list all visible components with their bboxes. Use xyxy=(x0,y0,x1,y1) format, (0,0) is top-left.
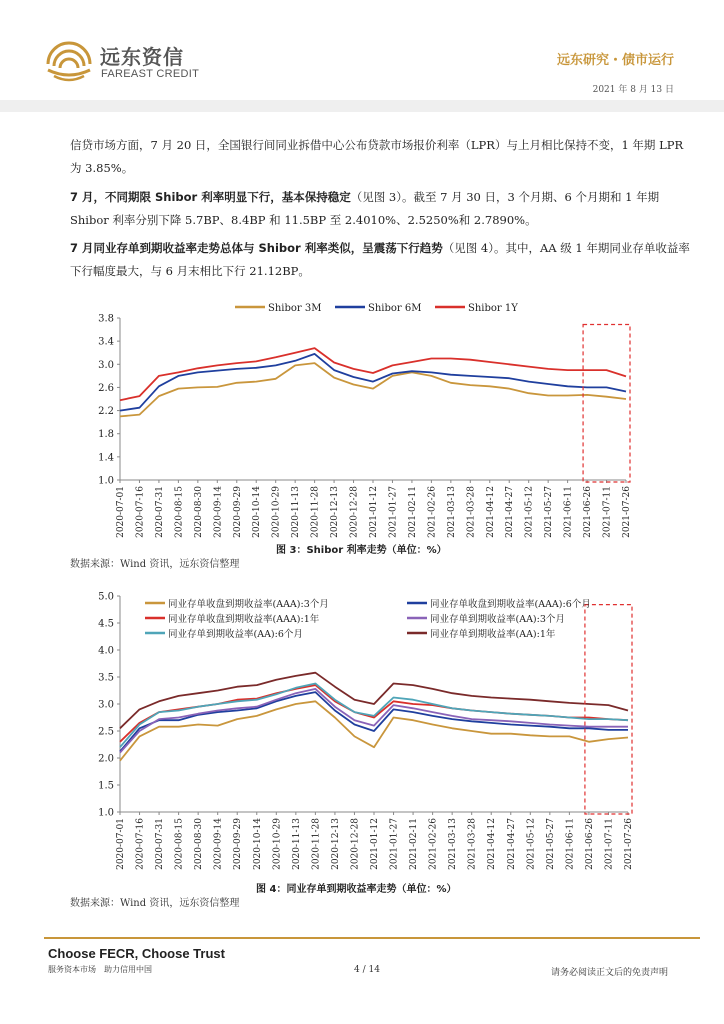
legend-label: 同业存单收盘到期收益率(AAA):1年 xyxy=(168,614,320,625)
x-tick-label: 2020-08-15 xyxy=(174,486,185,538)
x-tick-label: 2021-01-27 xyxy=(389,818,400,870)
y-tick-label: 2.5 xyxy=(98,726,114,738)
x-tick-label: 2021-07-26 xyxy=(622,486,632,538)
x-tick-label: 2021-05-27 xyxy=(545,818,556,870)
y-tick-label: 3.8 xyxy=(98,313,114,325)
report-date: 2021 年 8 月 13 日 xyxy=(592,85,674,95)
x-tick-label: 2020-07-31 xyxy=(154,486,165,538)
report-section-tag: 远东研究・债市运行 xyxy=(556,53,674,68)
paragraph-ncd-lead: 7 月同业存单到期收益率走势总体与 Shibor 利率类似，呈震荡下行趋势 xyxy=(70,241,443,255)
figure4-caption: 图 4：同业存单到期收益率走势（单位：%） xyxy=(256,884,457,895)
x-tick-label: 2021-03-28 xyxy=(466,486,477,538)
x-tick-label: 2020-07-31 xyxy=(155,818,166,870)
x-tick-label: 2020-11-13 xyxy=(291,818,302,870)
header-divider xyxy=(0,100,724,112)
x-tick-label: 2020-09-14 xyxy=(213,486,224,538)
x-tick-label: 2020-12-28 xyxy=(349,486,360,538)
legend-label: Shibor 1Y xyxy=(468,303,518,314)
footer-subslogan: 服务资本市场 助力信用中国 xyxy=(48,965,152,974)
x-tick-label: 2021-02-11 xyxy=(409,818,420,870)
x-tick-label: 2020-10-29 xyxy=(271,486,282,538)
x-tick-label: 2021-07-26 xyxy=(624,818,634,870)
ncd-yield-chart xyxy=(70,588,650,872)
legend-label: 同业存单收盘到期收益率(AAA):6个月 xyxy=(430,599,591,610)
y-tick-label: 2.0 xyxy=(98,753,114,765)
y-tick-label: 5.0 xyxy=(98,591,114,603)
y-tick-label: 1.5 xyxy=(98,780,114,792)
x-tick-label: 2021-01-27 xyxy=(388,486,399,538)
x-tick-label: 2020-07-16 xyxy=(135,818,146,870)
x-tick-label: 2020-11-28 xyxy=(310,486,321,538)
legend-label: 同业存单收盘到期收益率(AAA):3个月 xyxy=(168,599,329,610)
y-tick-label: 4.5 xyxy=(98,618,114,630)
logo-icon xyxy=(44,38,94,84)
x-tick-label: 2021-06-26 xyxy=(583,486,594,538)
figure3-caption: 图 3：Shibor 利率走势（单位：%） xyxy=(276,545,447,556)
x-tick-label: 2021-05-27 xyxy=(544,485,555,538)
x-tick-label: 2021-06-11 xyxy=(563,485,574,538)
legend-label: Shibor 6M xyxy=(368,303,422,314)
x-tick-label: 2021-02-26 xyxy=(427,486,438,538)
x-tick-label: 2020-11-28 xyxy=(311,818,322,870)
x-tick-label: 2021-05-12 xyxy=(526,818,537,870)
series-line-2 xyxy=(120,354,626,411)
series-line-1 xyxy=(120,363,626,416)
x-tick-label: 2020-07-16 xyxy=(135,486,146,538)
y-tick-label: 3.4 xyxy=(98,336,114,348)
x-tick-label: 2020-11-13 xyxy=(291,486,302,538)
x-tick-label: 2020-07-01 xyxy=(116,818,126,870)
y-tick-label: 3.0 xyxy=(98,699,114,711)
x-tick-label: 2020-08-30 xyxy=(193,486,204,538)
legend-label: 同业存单到期收益率(AA):3个月 xyxy=(430,614,565,625)
y-tick-label: 2.6 xyxy=(98,382,114,394)
series-line-6 xyxy=(120,673,628,729)
x-tick-label: 2020-12-13 xyxy=(330,486,341,538)
x-tick-label: 2021-07-11 xyxy=(602,486,613,538)
x-tick-label: 2021-02-26 xyxy=(428,818,439,870)
y-tick-label: 1.0 xyxy=(98,475,114,487)
x-tick-label: 2020-12-28 xyxy=(350,818,361,870)
series-line-4 xyxy=(120,689,628,753)
x-tick-label: 2021-01-12 xyxy=(369,486,379,538)
highlight-box xyxy=(583,324,630,482)
x-tick-label: 2020-09-29 xyxy=(233,818,244,870)
paragraph-ncd-body: （见图 4）。其中，AA 级 1 年期同业存单收益率下行幅度最大，与 6 月末相比下行 21.12BP。 xyxy=(70,241,690,278)
x-tick-label: 2020-10-14 xyxy=(252,818,263,870)
paragraph-lpr: 信贷市场方面，7 月 20 日，全国银行间同业拆借中心公布贷款市场报价利率（LPR）与上月相比保持不变，1 年期 LPR 为 3.85%。 xyxy=(70,138,684,175)
y-tick-label: 1.8 xyxy=(98,429,114,441)
x-tick-label: 2021-02-11 xyxy=(407,486,418,538)
figure3-source: 数据来源：Wind 资讯，远东资信整理 xyxy=(70,559,240,570)
x-tick-label: 2021-03-13 xyxy=(448,818,459,870)
page-number: 4 / 14 xyxy=(354,965,380,975)
x-tick-label: 2021-04-12 xyxy=(487,818,498,870)
x-tick-label: 2021-01-12 xyxy=(370,818,380,870)
x-tick-label: 2021-06-11 xyxy=(565,818,576,870)
paragraph-shibor-body: （见图 3）。截至 7 月 30 日，3 个月期、6 个月期和 1 年期 Shibor 利率分别下降 5.7BP、8.4BP 和 11.5BP 至 2.4010%、2.5250%和 2.7890%。 xyxy=(70,190,660,227)
legend-label: Shibor 3M xyxy=(268,303,322,314)
y-tick-label: 4.0 xyxy=(98,645,114,657)
x-tick-label: 2020-07-01 xyxy=(116,486,126,538)
x-tick-label: 2020-08-30 xyxy=(194,818,205,870)
x-tick-label: 2021-03-28 xyxy=(467,818,478,870)
x-tick-label: 2021-03-13 xyxy=(446,486,457,538)
x-tick-label: 2020-12-13 xyxy=(330,818,341,870)
paragraph-shibor xyxy=(70,186,690,232)
y-tick-label: 1.4 xyxy=(98,452,114,464)
shibor-chart xyxy=(70,292,650,542)
x-tick-label: 2021-07-11 xyxy=(604,818,615,870)
x-tick-label: 2020-08-15 xyxy=(174,818,185,870)
footer-slogan: Choose FECR, Choose Trust xyxy=(48,946,225,961)
x-tick-label: 2020-10-14 xyxy=(252,486,263,538)
figure4-source: 数据来源：Wind 资讯，远东资信整理 xyxy=(70,898,240,909)
footer-divider xyxy=(44,937,700,939)
paragraph-ncd xyxy=(70,237,690,283)
x-tick-label: 2021-04-27 xyxy=(505,486,516,538)
series-line-3 xyxy=(120,348,626,400)
x-tick-label: 2021-04-12 xyxy=(485,486,496,538)
legend-label: 同业存单到期收益率(AA):1年 xyxy=(430,629,556,640)
paragraph-shibor-lead: 7 月，不同期限 Shibor 利率明显下行，基本保持稳定 xyxy=(70,190,351,204)
x-tick-label: 2020-09-14 xyxy=(213,818,224,870)
brand-name-en: FAREAST CREDIT xyxy=(101,68,200,80)
x-tick-label: 2021-06-26 xyxy=(584,818,595,870)
x-tick-label: 2020-09-29 xyxy=(232,486,243,538)
legend-label: 同业存单到期收益率(AA):6个月 xyxy=(168,629,303,640)
y-tick-label: 2.2 xyxy=(98,406,114,418)
footer-disclaimer: 请务必阅读正文后的免责声明 xyxy=(550,968,668,978)
x-tick-label: 2021-05-12 xyxy=(524,486,535,538)
brand-name-cn: 远东资信 xyxy=(100,45,184,69)
x-tick-label: 2021-04-27 xyxy=(506,818,517,870)
x-tick-label: 2020-10-29 xyxy=(272,818,283,870)
y-tick-label: 1.0 xyxy=(98,807,114,819)
y-tick-label: 3.0 xyxy=(98,359,114,371)
y-tick-label: 3.5 xyxy=(98,672,114,684)
